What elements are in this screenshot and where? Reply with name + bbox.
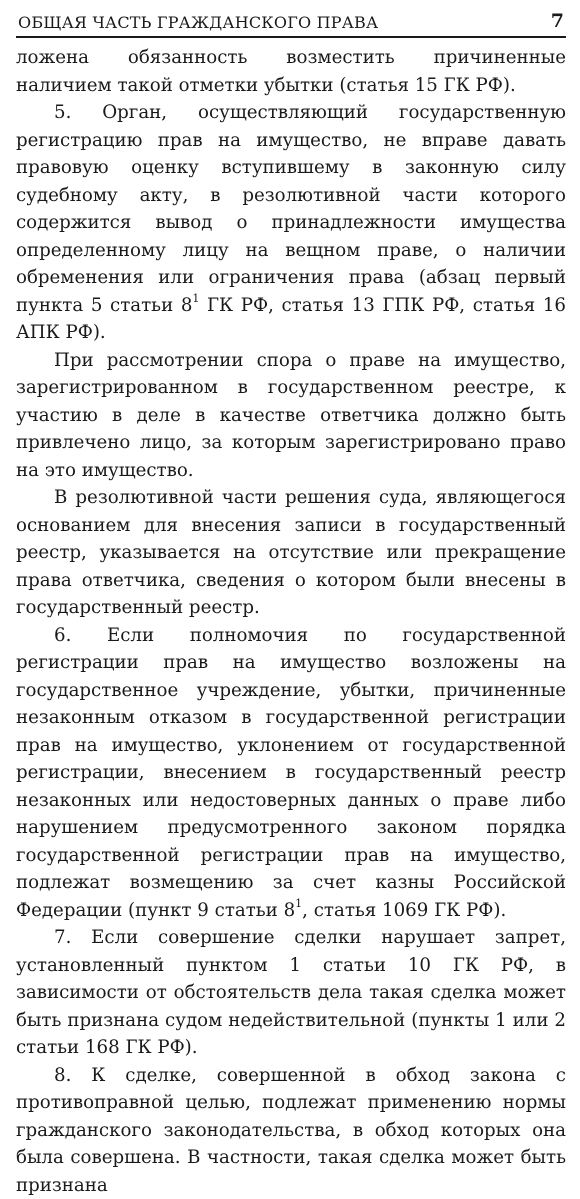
page-body — [16, 44, 566, 1199]
paragraph-text: 5. Орган, осуществляющий государственную регистрацию прав на имущество, не вправе давать правовую оценку вступившему в законную силу судебному акту, в резолютивной части которого содержится вывод о принадлежности имущества определенному лицу на вещном праве, о наличии обременения или ограничения права (абзац первый пункта 5 статьи 8 — [16, 102, 566, 316]
paragraph-item-7: 7. Если совершение сделки нарушает запрет, установленный пунктом 1 статьи 10 ГК РФ, в зависимости от обстоятельств дела такая сделка может быть признана судом недействительной (пункты 1 или 2 статьи 168 ГК РФ). — [16, 924, 566, 1062]
paragraph-item-6 — [16, 622, 566, 925]
superscript: 1 — [295, 897, 302, 910]
paragraph-item-8: 8. К сделке, совершенной в обход закона с противоправной целью, подлежат применению нормы гражданского законодательства, в обход которых она была совершена. В частности, такая сделка может быть признана — [16, 1062, 566, 1199]
paragraph-text: ГК РФ, статья 13 ГПК РФ, статья 16 АПК РФ). — [16, 295, 566, 344]
running-header-title: ОБЩАЯ ЧАСТЬ ГРАЖДАНСКОГО ПРАВА — [18, 13, 378, 32]
paragraph: При рассмотрении спора о праве на имущество, зарегистрированном в государственном реестре, к участию в деле в качестве ответчика должно быть привлечено лицо, за которым зарегистрировано право на это имущество. — [16, 347, 566, 485]
page-number: 7 — [551, 10, 564, 32]
paragraph-continuation: ложена обязанность возместить причиненные наличием такой отметки убытки (статья 15 ГК РФ). — [16, 44, 566, 99]
superscript: 1 — [192, 292, 199, 305]
paragraph-item-5 — [16, 99, 566, 347]
paragraph: В резолютивной части решения суда, являющегося основанием для внесения записи в государственный реестр, указывается на отсутствие или прекращение права ответчика, сведения о котором были внесены в государственный реестр. — [16, 484, 566, 622]
running-header — [16, 4, 566, 38]
paragraph-text: 6. Если полномочия по государственной регистрации прав на имущество возложены на государственное учреждение, убытки, причиненные незаконным отказом в государственной регистрации прав на имущество, уклонением от государственной регистрации, внесением в государственный реестр незаконных или недостоверных данных о праве либо нарушением предусмотренного законом порядка государственной регистрации прав на имущество, подлежат возмещению за счет казны Российской Федерации (пункт 9 статьи 8 — [16, 625, 566, 921]
paragraph-text: , статья 1069 ГК РФ). — [302, 900, 506, 921]
